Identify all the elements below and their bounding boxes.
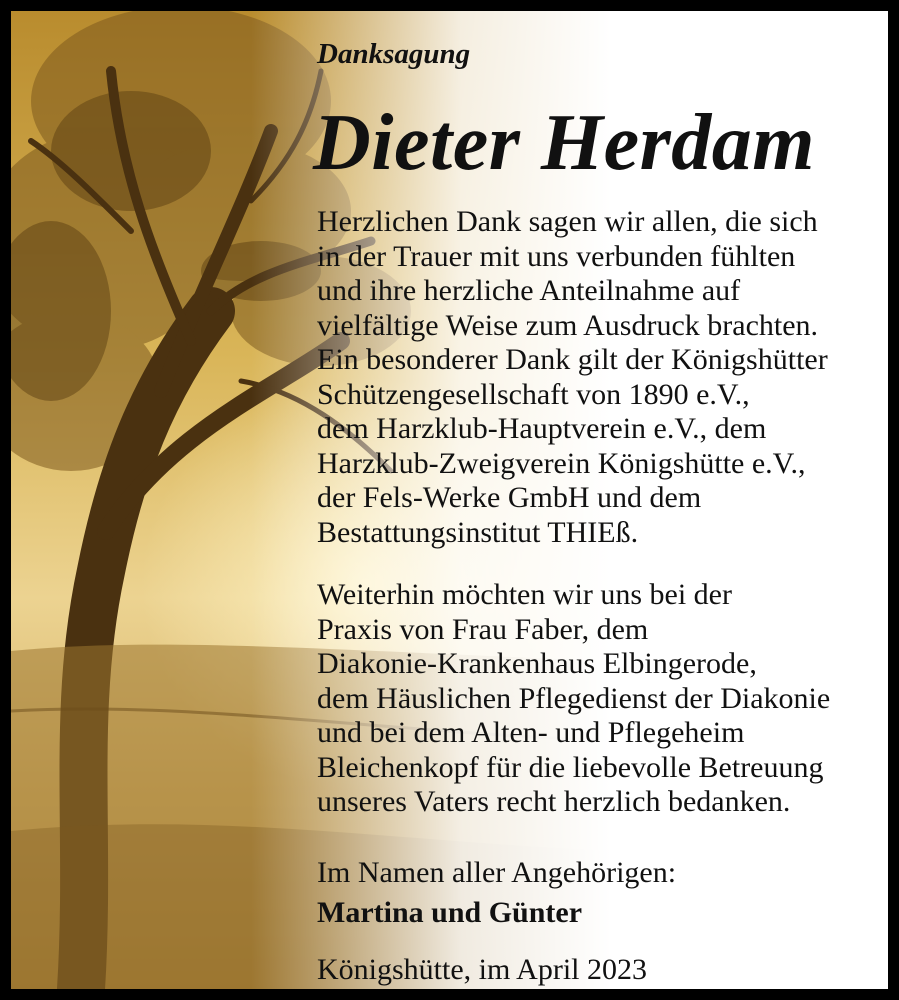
thanks-paragraph — [317, 205, 828, 550]
text-line: Diakonie-Krankenhaus Elbingerode, — [317, 647, 757, 680]
text-line: dem Häuslichen Pflegedienst der Diakonie — [317, 681, 831, 715]
signature: Martina und Günter — [317, 896, 583, 929]
notice-kicker: Danksagung — [317, 38, 471, 70]
text-line: unseres Vaters recht herzlich bedanken. — [317, 785, 791, 818]
text-line: Bestattungsinstitut THIEß. — [317, 515, 639, 549]
closing-line — [317, 856, 676, 891]
text-line: vielfältige Weise zum Ausdruck brachten. — [317, 308, 819, 342]
text-line: Weiterhin möchten wir uns bei der — [317, 578, 732, 611]
text-line: Ein besonderer Dank gilt der Königshütter — [317, 343, 828, 376]
text-line: und ihre herzliche Anteilnahme auf — [317, 274, 741, 307]
care-thanks-paragraph — [317, 578, 830, 820]
text-line: Bleichenkopf für die liebevolle Betreuung — [317, 750, 824, 784]
text-line: Harzklub-Zweigverein Königshütte e.V., — [317, 446, 806, 480]
text-line: Herzlichen Dank sagen wir allen, die sich — [317, 205, 818, 238]
closing-text: Im Namen aller Angehörigen: — [317, 856, 677, 889]
text-line: Praxis von Frau Faber, dem — [317, 612, 649, 646]
text-line: und bei dem Alten- und Pflegeheim — [317, 716, 745, 749]
place-date: Königshütte, im April 2023 — [317, 953, 647, 986]
text-line: in der Trauer mit uns verbunden fühlten — [317, 239, 796, 273]
text-line: Schützengesellschaft von 1890 e.V., — [317, 377, 750, 411]
text-line: dem Harzklub-Hauptverein e.V., dem — [317, 412, 767, 445]
text-line: der Fels-Werke GmbH und dem — [317, 481, 702, 514]
deceased-name: Dieter Herdam — [313, 99, 815, 187]
